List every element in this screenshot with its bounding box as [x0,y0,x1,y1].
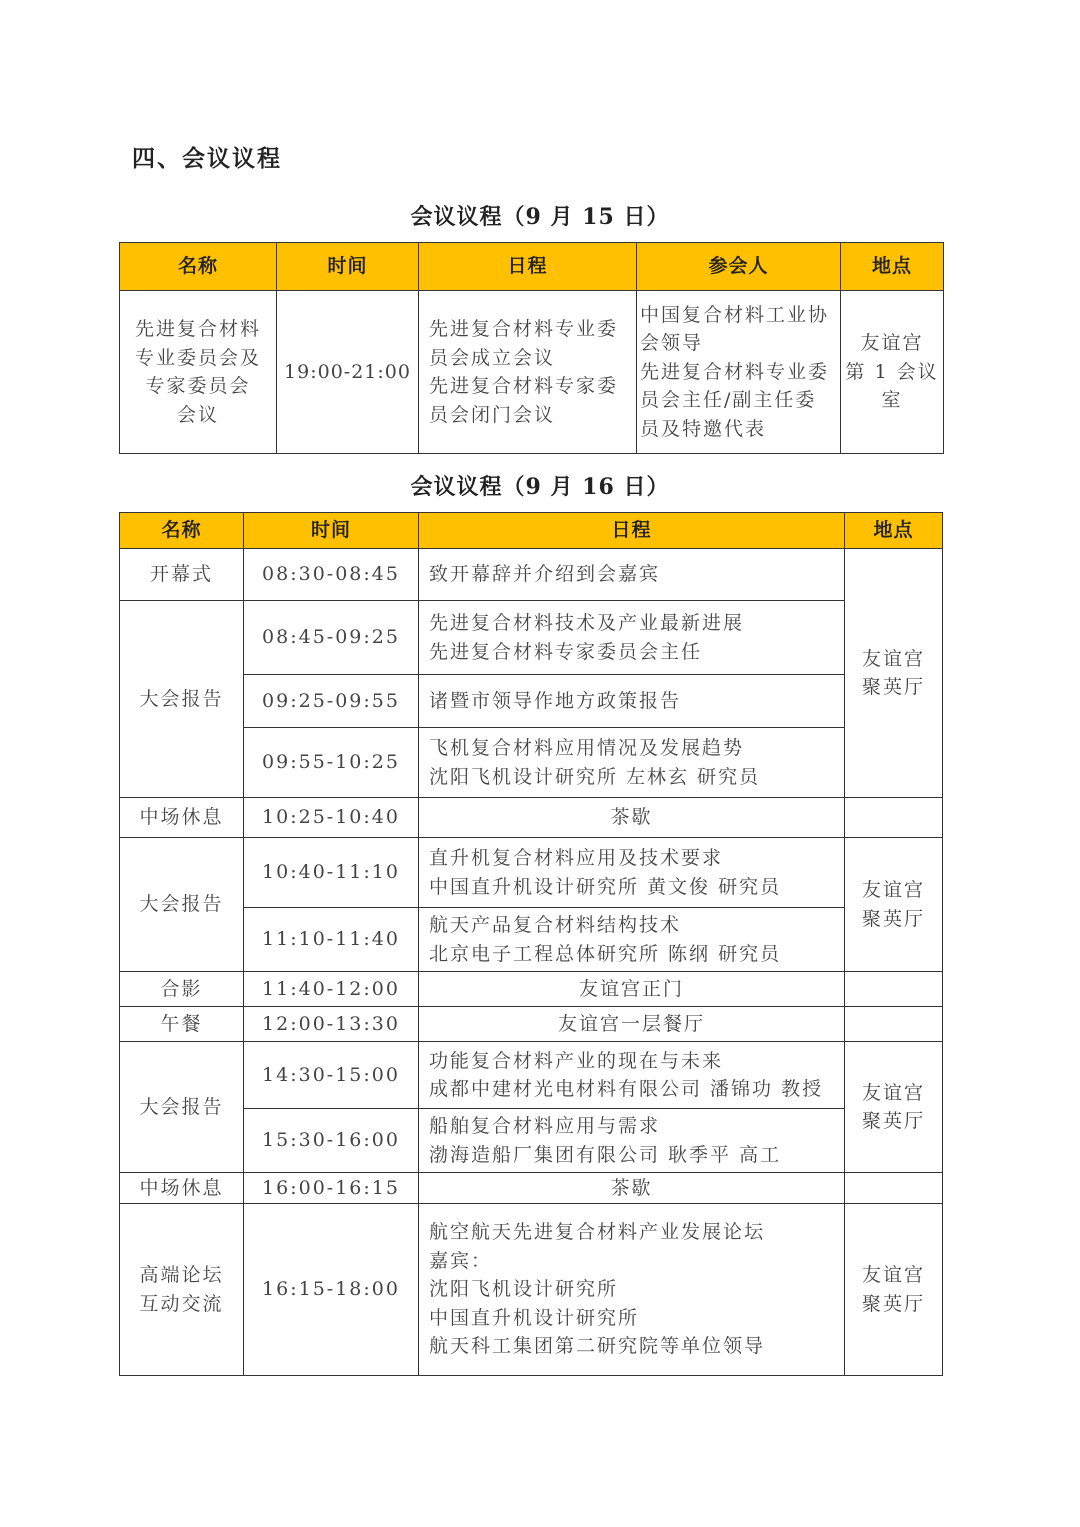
header-name: 名称 [120,513,244,549]
cell-location: 友谊宫 第 1 会议 室 [841,291,944,454]
table-row [120,1173,943,1204]
cell-time: 10:25-10:40 [244,798,419,838]
header-location: 地点 [841,243,944,291]
day1-title: 会议议程（9 月 15 日） [410,204,670,230]
cell-name: 高端论坛 互动交流 [120,1204,244,1376]
table-row [120,601,943,675]
cell-location: 友谊宫 聚英厅 [845,1042,943,1173]
table-row [120,675,943,728]
day1-agenda-table [119,242,944,454]
table-row [120,291,944,454]
cell-attendees: 中国复合材料工业协 会领导 先进复合材料专业委 员会主任/副主任委 员及特邀代表 [637,291,841,454]
cell-schedule: 诸暨市领导作地方政策报告 [419,675,845,728]
cell-name: 午餐 [120,1007,244,1042]
table-row [120,972,943,1007]
cell-time: 19:00-21:00 [277,291,419,454]
cell-location: 友谊宫 聚英厅 [845,838,943,972]
header-schedule: 日程 [419,243,637,291]
table-row [120,838,943,908]
table-row [120,1007,943,1042]
table-row [120,798,943,838]
header-location: 地点 [845,513,943,549]
header-attendees: 参会人 [637,243,841,291]
cell-schedule: 船舶复合材料应用与需求 渤海造船厂集团有限公司 耿季平 高工 [419,1109,845,1173]
day2-title: 会议议程（9 月 16 日） [410,474,670,500]
cell-time: 14:30-15:00 [244,1042,419,1109]
cell-name: 开幕式 [120,549,244,601]
cell-location: 友谊宫 聚英厅 [845,1204,943,1376]
table-row [120,908,943,972]
cell-time: 15:30-16:00 [244,1109,419,1173]
cell-time: 16:15-18:00 [244,1204,419,1376]
cell-schedule: 直升机复合材料应用及技术要求 中国直升机设计研究所 黄文俊 研究员 [419,838,845,908]
table-row [120,728,943,798]
cell-time: 09:25-09:55 [244,675,419,728]
cell-schedule: 友谊宫正门 [419,972,845,1007]
day2-agenda-table [119,512,943,1376]
table-row [120,1204,943,1376]
cell-location: 友谊宫 聚英厅 [845,549,943,798]
header-schedule: 日程 [419,513,845,549]
header-time: 时间 [277,243,419,291]
cell-name: 大会报告 [120,601,244,798]
cell-time: 11:40-12:00 [244,972,419,1007]
cell-location [845,798,943,838]
day1-header-row [120,243,944,291]
cell-name: 大会报告 [120,838,244,972]
header-name: 名称 [120,243,277,291]
cell-schedule: 茶歇 [419,1173,845,1204]
cell-schedule: 先进复合材料技术及产业最新进展 先进复合材料专家委员会主任 [419,601,845,675]
cell-name: 中场休息 [120,1173,244,1204]
cell-time: 08:45-09:25 [244,601,419,675]
table-row [120,1109,943,1173]
cell-time: 16:00-16:15 [244,1173,419,1204]
cell-location [845,1007,943,1042]
cell-time: 08:30-08:45 [244,549,419,601]
day2-header-row [120,513,943,549]
cell-schedule: 飞机复合材料应用情况及发展趋势 沈阳飞机设计研究所 左林玄 研究员 [419,728,845,798]
cell-time: 11:10-11:40 [244,908,419,972]
cell-location [845,1173,943,1204]
header-time: 时间 [244,513,419,549]
cell-schedule: 致开幕辞并介绍到会嘉宾 [419,549,845,601]
cell-schedule: 航天产品复合材料结构技术 北京电子工程总体研究所 陈纲 研究员 [419,908,845,972]
cell-name: 中场休息 [120,798,244,838]
cell-schedule: 航空航天先进复合材料产业发展论坛 嘉宾： 沈阳飞机设计研究所 中国直升机设计研究所 航天科工集团第二研究院等单位领导 [419,1204,845,1376]
cell-time: 10:40-11:10 [244,838,419,908]
section-heading: 四、会议议程 [132,145,282,172]
cell-time: 12:00-13:30 [244,1007,419,1042]
cell-name: 先进复合材料 专业委员会及 专家委员会 会议 [120,291,277,454]
table-row [120,549,943,601]
cell-name: 合影 [120,972,244,1007]
cell-time: 09:55-10:25 [244,728,419,798]
cell-schedule: 功能复合材料产业的现在与未来 成都中建材光电材料有限公司 潘锦功 教授 [419,1042,845,1109]
cell-location [845,972,943,1007]
cell-name: 大会报告 [120,1042,244,1173]
table-row [120,1042,943,1109]
cell-schedule: 茶歇 [419,798,845,838]
cell-schedule: 友谊宫一层餐厅 [419,1007,845,1042]
cell-schedule: 先进复合材料专业委 员会成立会议 先进复合材料专家委 员会闭门会议 [419,291,637,454]
